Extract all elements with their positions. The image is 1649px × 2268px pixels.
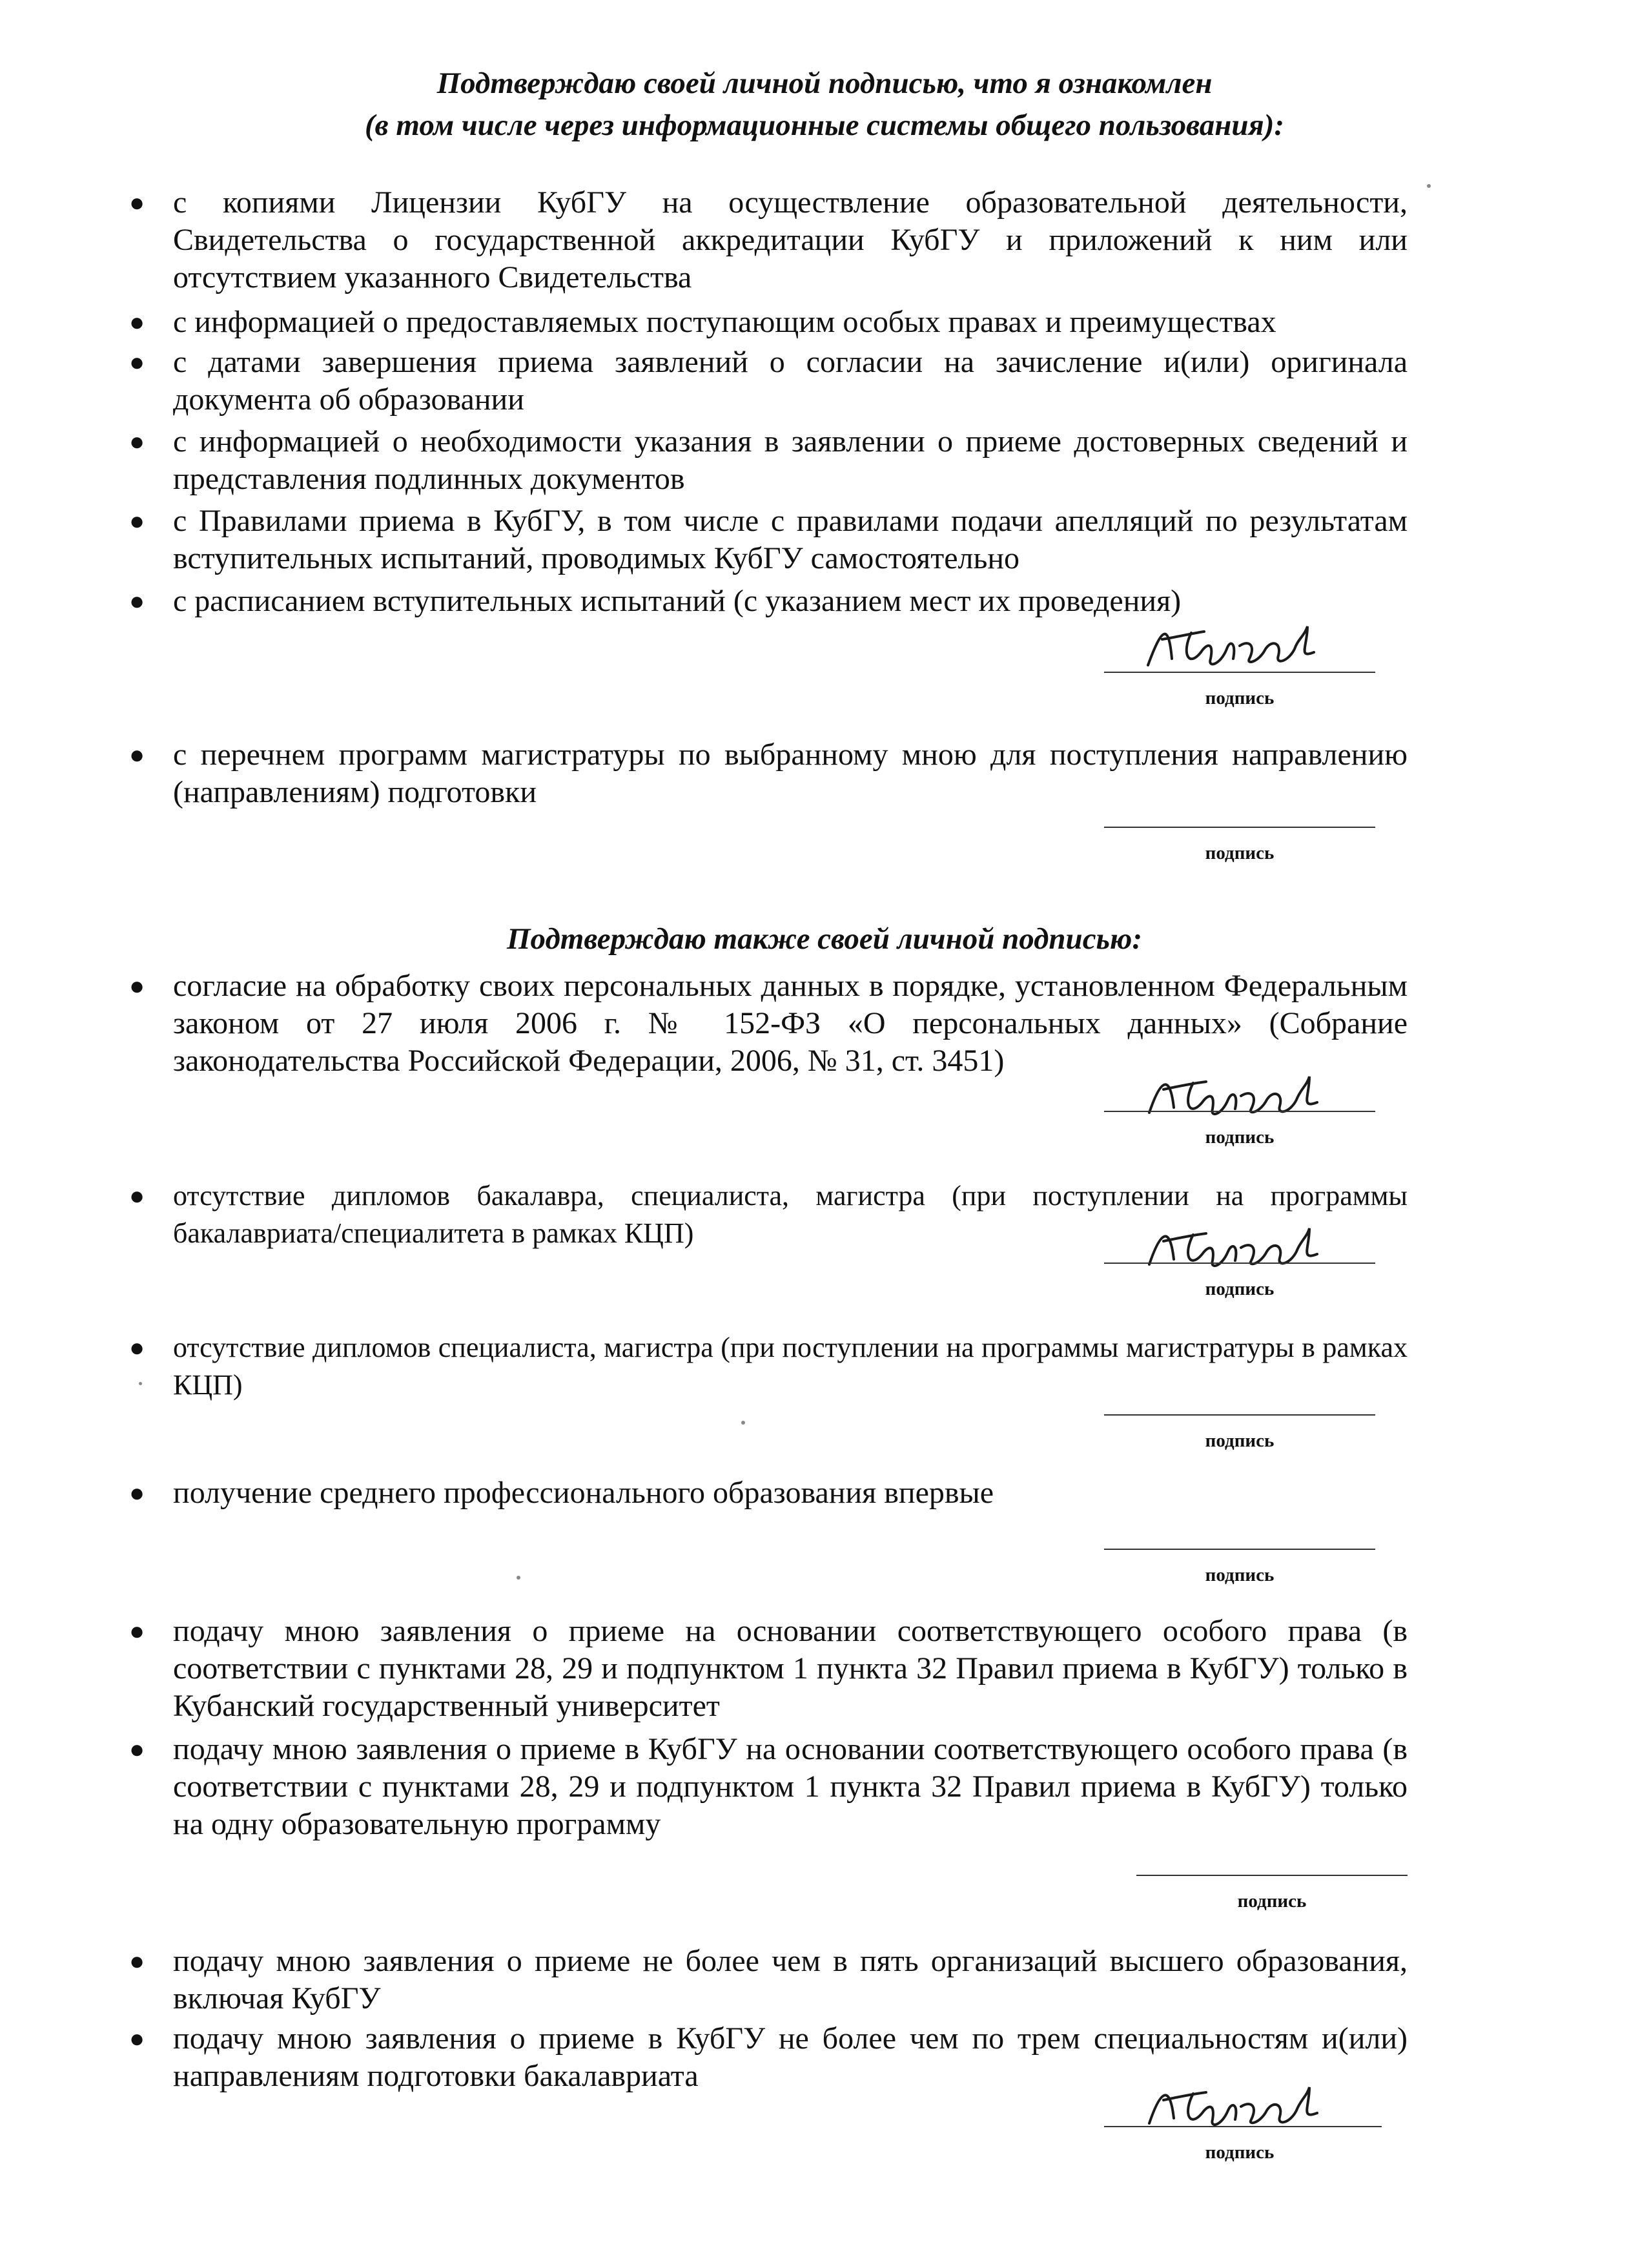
- signature-label: подпись: [1205, 1279, 1275, 1299]
- list-item: [129, 1943, 1408, 2017]
- signature-line: [1104, 1414, 1375, 1416]
- list-item: [129, 1474, 1408, 1512]
- bullet-icon: ●: [129, 2024, 145, 2053]
- bullet-icon: ●: [129, 1616, 145, 1645]
- list-item: [129, 304, 1408, 341]
- list-item-text: с информацией о предоставляемых поступающим особых правах и преимуществах: [173, 305, 1276, 339]
- list-item-text: с датами завершения приема заявлений о согласии на зачисление и(или) оригинала документа об образовании: [173, 345, 1408, 417]
- signature-label: подпись: [1205, 843, 1275, 863]
- heading-2: Подтверждаю также своей личной подписью:: [507, 922, 1142, 956]
- list-item-text: с Правилами приема в КубГУ, в том числе с правилами подачи апелляций по результатам вступительных испытаний, проводимых КубГУ самостоятельно: [173, 504, 1408, 575]
- signature-label: подпись: [1205, 2142, 1275, 2163]
- list-item-text: отсутствие дипломов специалиста, магистра (при поступлении на программы магистратуры в рамках КЦП): [173, 1332, 1408, 1401]
- bullet-icon: ●: [129, 1478, 145, 1507]
- bullet-icon: ●: [129, 1735, 145, 1764]
- list-item-text: с информацией о необходимости указания в заявлении о приеме достоверных сведений и представления подлинных документов: [173, 424, 1408, 496]
- list-item-text: с расписанием вступительных испытаний (с указанием мест их проведения): [173, 584, 1182, 618]
- signature-label: подпись: [1205, 1565, 1275, 1585]
- handwritten-signature: [1143, 2073, 1330, 2134]
- list-item-text: получение среднего профессионального образования впервые: [173, 1476, 994, 1510]
- scan-speck: [741, 1421, 745, 1425]
- bullet-icon: ●: [129, 1181, 145, 1210]
- signature-line: [1104, 672, 1375, 673]
- signature-label: подпись: [1205, 1127, 1275, 1148]
- list-item: [129, 184, 1408, 296]
- signature-label: подпись: [1237, 1891, 1307, 1912]
- list-item-text: подачу мною заявления о приеме в КубГУ не более чем по трем специальностям и(или) направлениям подготовки бакалавриата: [173, 2021, 1408, 2093]
- bullet-icon: ●: [129, 427, 145, 456]
- bullet-icon: ●: [129, 586, 145, 615]
- handwritten-signature: [1143, 1062, 1330, 1124]
- list-item: [129, 1731, 1408, 1843]
- bullet-icon: ●: [129, 971, 145, 1000]
- bullet-icon: ●: [129, 506, 145, 535]
- signature-line: [1104, 1549, 1375, 1550]
- bullet-icon: ●: [129, 188, 145, 217]
- scan-speck: [139, 1382, 142, 1385]
- signature-line: [1104, 1263, 1375, 1264]
- bullet-icon: ●: [129, 740, 145, 769]
- list-item: [129, 1613, 1408, 1725]
- heading-1-line-2: (в том числе через информационные системы общего пользования):: [365, 108, 1284, 142]
- scan-speck: [1427, 184, 1431, 188]
- handwritten-signature: [1143, 1214, 1330, 1275]
- list-item-text: подачу мною заявления о приеме на основании соответствующего особого права (в соответствии с пунктами 28, 29 и подпунктом 1 пункта 32 Правил приема в КубГУ) только в Кубанский государственный университет: [173, 1614, 1408, 1723]
- list-item-text: подачу мною заявления о приеме не более чем в пять организаций высшего образования, включая КубГУ: [173, 1944, 1408, 2015]
- bullet-icon: ●: [129, 307, 145, 336]
- list-item-text: подачу мною заявления о приеме в КубГУ на основании соответствующего особого права (в соответствии с пунктами 28, 29 и подпунктом 1 пункта 32 Правил приема в КубГУ) только на одну образовательную программу: [173, 1732, 1408, 1841]
- list-item: [129, 736, 1408, 811]
- bullet-icon: ●: [129, 1946, 145, 1975]
- signature-line: [1104, 2126, 1382, 2127]
- heading-1-line-1: Подтверждаю своей личной подписью, что я ознакомлен: [436, 67, 1213, 100]
- list-item: [129, 502, 1408, 577]
- signature-line: [1136, 1875, 1408, 1876]
- list-item-text: отсутствие дипломов бакалавра, специалиста, магистра (при поступлении на программы бакалавриата/специалитета в рамках КЦП): [173, 1180, 1408, 1249]
- list-item: [129, 1329, 1408, 1404]
- signature-line: [1104, 1111, 1375, 1112]
- bullet-icon: ●: [129, 347, 145, 376]
- list-item-text: с копиями Лицензии КубГУ на осуществление образовательной деятельности, Свидетельства о государственной аккредитации КубГУ и приложений к ним или отсутствием указанного Свидетельства: [173, 185, 1408, 294]
- handwritten-signature: [1143, 613, 1330, 675]
- list-item-text: согласие на обработку своих персональных данных в порядке, установленном Федеральным законом от 27 июля 2006 г. № 152-ФЗ «О персональных данных» (Собрание законодательства Российской Федерации, 2006, № 31, ст. 3451): [173, 969, 1408, 1078]
- scan-speck: [517, 1576, 520, 1580]
- signature-label: подпись: [1205, 1430, 1275, 1451]
- signature-line: [1104, 827, 1375, 828]
- bullet-icon: ●: [129, 1333, 145, 1362]
- list-item-text: с перечнем программ магистратуры по выбранному мною для поступления направлению (направлениям) подготовки: [173, 737, 1408, 809]
- list-item: [129, 423, 1408, 498]
- signature-label: подпись: [1205, 688, 1275, 708]
- list-item: [129, 344, 1408, 418]
